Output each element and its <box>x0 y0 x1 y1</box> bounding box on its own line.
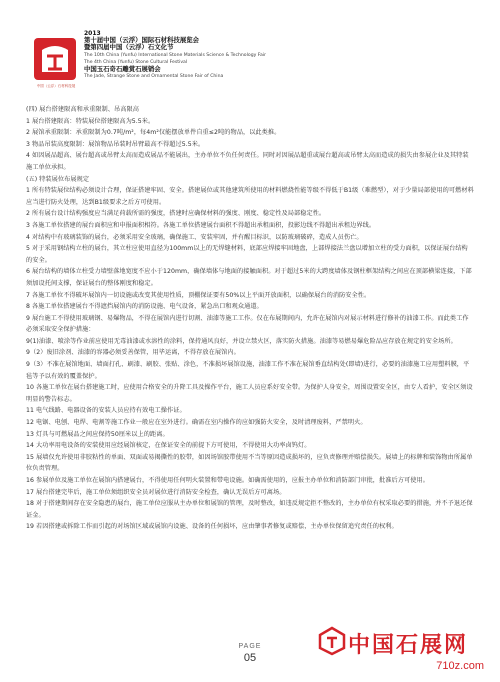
regulation-paragraph: 7 各施工单位不得破坏展馆内一切设施或改变其使用性质，顶棚保证要有50%以上平面开放面积，以确保展台的消防安全性。 <box>26 291 371 299</box>
regulation-paragraph: 10 各施工单位在展台搭建施工时，应使用合格安全的升降工具及操作平台，施工人员应系好安全带。为保护人身安全，周围设置安全区，由专人看护，安全区须设明显的警告标志。 <box>26 384 473 403</box>
regulation-paragraph: 14 大功率用电设备的安装使用应经展馆核定，在保证安全的前提下方可使用，不得使用大功率卤钨灯。 <box>26 442 311 450</box>
regulation-paragraph: 9(1)油漆、喷涂等作业前应使用无毒油漆或水溶性的涂料，保持通风良好，并设立禁火区，落实防火措施。油漆等易燃易爆危险品应存放在规定的安全场所。 <box>26 337 457 345</box>
regulation-paragraph: 12 电锯、电刨、电焊、电割等施工作业一般应在室外进行。确需在室内操作的应如强防火安全，及时清理废料，严禁明火。 <box>26 419 367 427</box>
page-header <box>32 30 472 90</box>
regulation-paragraph: 5 对于采用钢结构立柱的展台，其立柱应使用直径为100mm以上的无焊缝材料，底部应焊接牢固地盘，上部焊接法兰盘以增加立柱的受力面积，以保证展台结构的安全。 <box>26 245 468 264</box>
regulation-paragraph: 11 电气线路、电器设备的安装人员应持有效电工操作证。 <box>26 407 186 415</box>
fair-year: 2013 <box>84 30 101 37</box>
watermark-site: 710z.com <box>436 660 484 672</box>
regulation-paragraph: 2 展馆承重限制：承重限制为0.7吨/m²，每4m²仅能摆放单件自重≤2吨的物品，以此类推。 <box>26 129 281 137</box>
page-number: 05 <box>243 652 257 664</box>
regulation-paragraph: (四) 展台搭建限高和承重限制、吊高限高 <box>26 106 139 113</box>
regulation-paragraph: 8 各施工单位搭建展台不得遮挡展馆内的消防设施、电气设备，紧急出口和观众通道。 <box>26 303 263 311</box>
header-text <box>84 30 444 80</box>
regulation-paragraph: 4 如因展品超高、展台超高或吊臂太高而造成展品不能展出，主办单位不负任何责任。同时对因展品超重或展台超高或吊臂太高而造成的损失由参展企业及其特装施工单位承担。 <box>26 152 469 171</box>
regulation-paragraph: 4 对结构中有玻璃装饰的展台，必须采用安全玻璃，确保施工、安装牢固，并有醒目标识，以防玻璃破碎，造成人员伤亡。 <box>26 233 363 241</box>
regulation-paragraph: 3 物品吊装高度限制：展馆物品吊装时吊臂最高不得超过5.5米。 <box>26 140 205 148</box>
regulation-paragraph: 18 对于搭建期间存在安全隐患的展台，施工单位应服从主办单位和展馆的管理，及时整改，如违反规定拒不整改的，主办单位有权采取必要的措施，并不予退还保证金。 <box>26 500 473 519</box>
header-line-en-2: The 4th China (Yunfu) Stone Cultural Festival <box>84 59 188 65</box>
regulation-paragraph: 16 参展单位及施工单位在展馆内搭建展台，不得使用任何明火装置和带电设施。如确需使用的，应报主办单位和消防部门审批，批准后方可使用。 <box>26 477 429 484</box>
regulation-paragraph: 6 展台结构的墙体立柱受力墙壁落地宽度不应小于120mm，确保墙体与地面的接触面积。对于超过5米的大跨度墙体及钢柱框架结构之间应在顶部横梁连接，下部须加设托间支撑，保证展台的整体刚度和稳定。 <box>26 268 472 287</box>
regulation-paragraph: 9（2）废旧涂剂、油漆的容器必须妥善保管，用毕运离，不得存放在展馆内。 <box>26 349 240 357</box>
regulation-paragraph: 1 展台搭建限高：特装展位搭建限高为5.5米。 <box>26 117 155 125</box>
page-label: PAGE <box>238 643 262 650</box>
header-line-en-3: The Jade, Strange Stone and Ornamental Stone Fair of China <box>84 74 224 80</box>
regulation-paragraph: 13 灯具与可燃展品之间应保持50厘米以上的距离。 <box>26 430 169 438</box>
regulation-paragraph: 9（3）不准在展馆地面、墙面打孔、刷漆、刷胶、张贴、涂色，不准损坏展馆设施，油漆工作不准在展馆垂直结构处(即墙)进行，必要的油漆施工应用塑料膜，平毡等予以有效的覆盖保护。 <box>26 361 470 380</box>
regulation-paragraph: 17 展台搭建完毕后，施工单位须组织安全员对展位进行消防安全检查，确认无误后方可离场。 <box>26 488 286 496</box>
regulation-paragraph: (五) 特装展位布展规定 <box>26 175 90 183</box>
fair-logo-icon <box>32 36 78 82</box>
regulations-body <box>26 104 474 533</box>
header-line-cn-2: 暨第四届中国（云浮）石文化节 <box>84 43 174 52</box>
header-line-cn-1: 第十届中国（云浮）国际石材科技展览会 <box>84 36 200 45</box>
watermark-title: 中国石展网 <box>348 633 469 658</box>
regulation-paragraph: 19 若因搭建或拆除工作而引起的对场馆区域或展馆内设施、设备的任何损坏，应由肇事者修复或赔偿，主办单位保留追究责任的权利。 <box>26 523 398 531</box>
regulation-paragraph: 15 展墙仅允许使用非胶粘性的单面、双面或易揭撕性的胶带，如因场馆胶带使用不当等原因造成损坏的，应负责修理并赔偿损失。展墙上的标牌和装饰物由所属单位负责管理。 <box>26 453 473 473</box>
header-line-cn-3: 中国玉石奇石雕赏石展销会 <box>84 65 161 74</box>
logo-subtitle: 中国（云浮）石材科技展 <box>36 84 76 88</box>
site-watermark <box>314 622 494 678</box>
regulation-paragraph: 9 展台施工不得使用玻璃钢、易爆物品，不得在展馆内进行切割、油漆等施工工作。仅在布展期间内，允许在展馆内对展示材料进行修补的油漆工作。而此类工作必须采取安全保护措施： <box>26 314 469 334</box>
regulation-paragraph: 3 各施工单位搭建的展台面积应和申报面积相符。各施工单位搭建展台面积不得超出承租面积，投影边线不得超出承租边界线。 <box>26 221 376 229</box>
regulation-paragraph: 2 所有展台设计结构强度应当满足荷载所需的强度，搭建时应确保材料的强度、刚度、稳定性及局部稳定性。 <box>26 210 326 218</box>
watermark-logo-icon <box>318 626 346 656</box>
regulation-paragraph: 1 所有特装展位结构必须设计合理，保证搭建牢固、安全。搭建展位或其他建筑所使用的材料燃烧性能等级不得低于B1级（难燃型），对于少量局部使用的可燃材料应当进行防火处理，达到B1级要求之后方可使用。 <box>26 187 474 206</box>
header-line-en-1: The 10th China (Yunfu) International Stone Materials Science & Technology Fair <box>84 52 267 58</box>
